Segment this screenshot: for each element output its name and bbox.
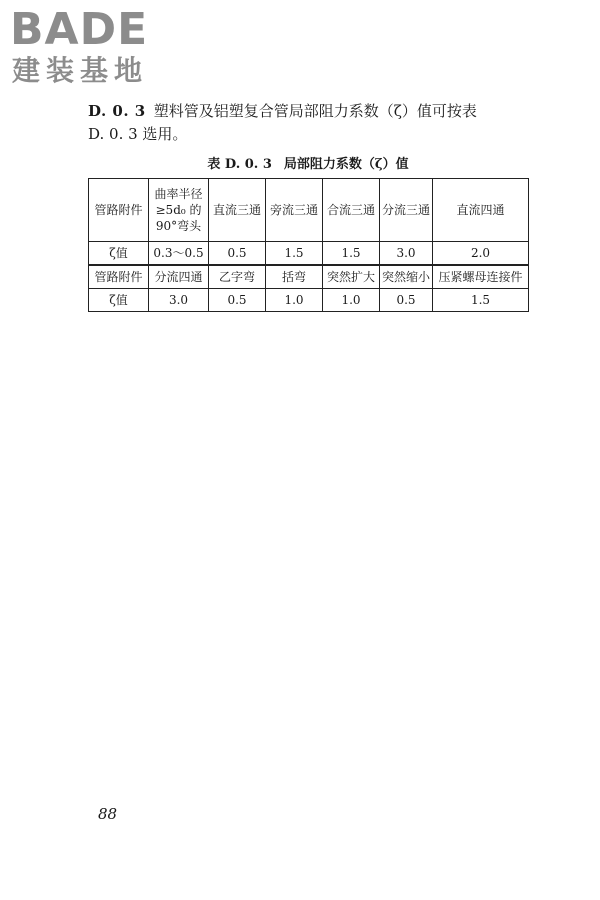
cell-r2c6: 2.0 [433,242,529,266]
table-title: 局部阻力系数（ζ）值 [283,157,409,172]
logo-wordmark: BADE [10,4,149,55]
cell-r4c2: 0.5 [209,289,266,312]
row2-header: ζ值 [89,242,149,266]
cell-r2c4: 1.5 [323,242,380,266]
table-row [89,265,529,289]
resistance-table [88,178,529,312]
cell-r4c5: 0.5 [380,289,433,312]
table-row [89,179,529,242]
table-caption [88,155,528,175]
logo [10,4,180,90]
cell-r3c5: 突然缩小 [380,265,433,289]
cell-r1c6: 直流四通 [433,179,529,242]
cell-r1c4: 合流三通 [323,179,380,242]
cell-r3c3: 括弯 [266,265,323,289]
cell-r4c4: 1.0 [323,289,380,312]
cell-r1c1: 曲率半径≥5d₀ 的90°弯头 [149,179,209,242]
clause-text-line2: D. 0. 3 选用。 [88,125,188,143]
clause-text-line1: 塑料管及铝塑复合管局部阻力系数（ζ）值可按表 [153,102,477,120]
clause-paragraph [88,100,528,146]
clause-number: D. 0. 3 [88,102,146,120]
cell-r4c3: 1.0 [266,289,323,312]
row4-header: ζ值 [89,289,149,312]
cell-r1c5: 分流三通 [380,179,433,242]
table-row [89,242,529,266]
row3-header: 管路附件 [89,265,149,289]
cell-r2c1: 0.3～0.5 [149,242,209,266]
cell-r3c1: 分流四通 [149,265,209,289]
cell-r4c6: 1.5 [433,289,529,312]
cell-r1c3: 旁流三通 [266,179,323,242]
cell-r2c5: 3.0 [380,242,433,266]
cell-r2c2: 0.5 [209,242,266,266]
cell-r1c2: 直流三通 [209,179,266,242]
cell-r3c4: 突然扩大 [323,265,380,289]
cell-r2c3: 1.5 [266,242,323,266]
cell-r3c2: 乙字弯 [209,265,266,289]
logo-subtitle: 建装基地 [12,54,149,87]
table-number: 表 D. 0. 3 [207,157,272,172]
cell-r3c6: 压紧螺母连接件 [433,265,529,289]
row1-header: 管路附件 [89,179,149,242]
cell-r4c1: 3.0 [149,289,209,312]
page-number: 88 [98,805,118,823]
table-row [89,289,529,312]
